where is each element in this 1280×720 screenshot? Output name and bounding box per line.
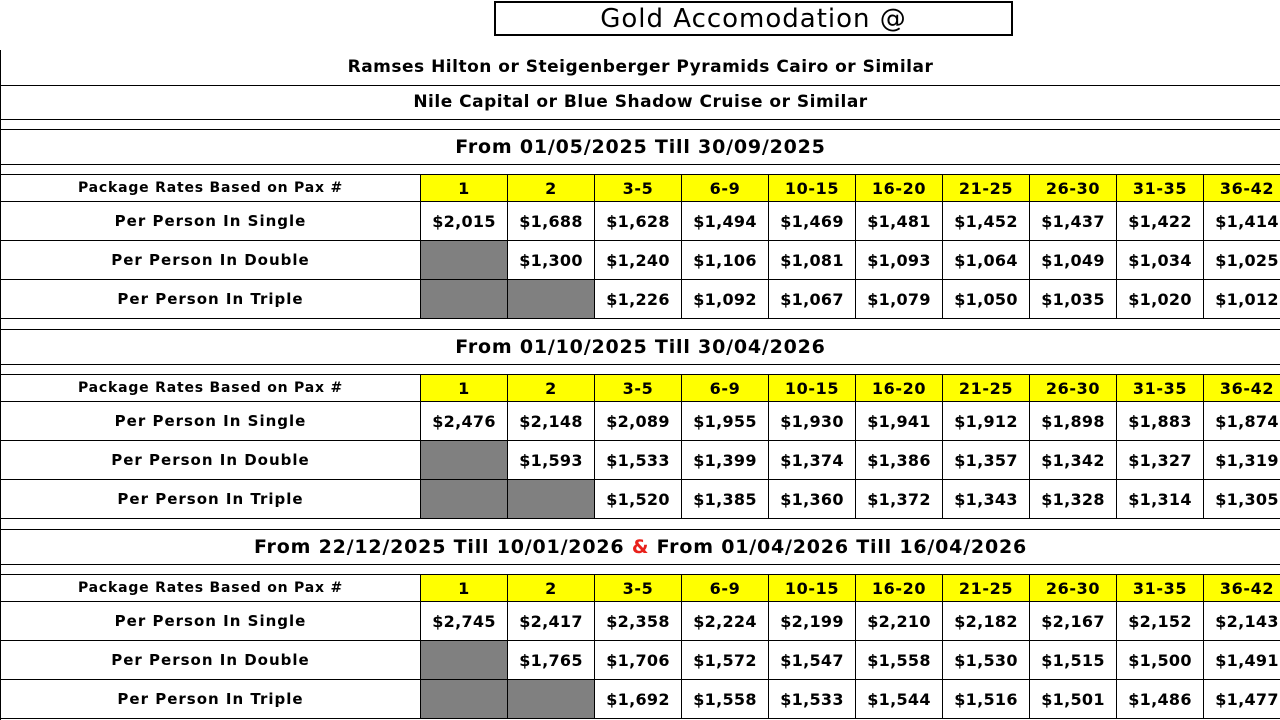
pax-column-header: 36-42 [1204,175,1280,202]
rate-cell: $1,452 [943,202,1030,241]
rate-cell: $1,530 [943,641,1030,680]
pax-header-label: Package Rates Based on Pax # [1,175,421,202]
rate-cell: $2,167 [1030,602,1117,641]
rate-cell: $1,692 [595,680,682,719]
rate-cell: $1,050 [943,280,1030,319]
rate-cell: $2,358 [595,602,682,641]
pax-column-header: 2 [508,175,595,202]
rate-cell: $1,342 [1030,441,1117,480]
rate-cell: $1,883 [1117,402,1204,441]
rates-table [0,174,1280,319]
rate-cell: $2,148 [508,402,595,441]
pax-column-header: 16-20 [856,575,943,602]
rate-row-label: Per Person In Double [1,441,421,480]
pax-header-label: Package Rates Based on Pax # [1,575,421,602]
rate-cell: $1,874 [1204,402,1280,441]
pax-column-header: 3-5 [595,375,682,402]
rate-cell: $2,199 [769,602,856,641]
rates-table [0,374,1280,519]
rate-cell: $1,558 [682,680,769,719]
period-title [0,129,1280,165]
rate-cell: $1,035 [1030,280,1117,319]
rate-cell: $1,765 [508,641,595,680]
pax-column-header: 21-25 [943,175,1030,202]
rate-cell: $1,012 [1204,280,1280,319]
rate-cell: $1,628 [595,202,682,241]
rate-cell: $1,106 [682,241,769,280]
pax-column-header: 6-9 [682,375,769,402]
period-range-second: From 01/04/2026 Till 16/04/2026 [649,536,1028,558]
pax-column-header: 16-20 [856,175,943,202]
not-available-cell [421,680,508,719]
hotel-cairo: Ramses Hilton or Steigenberger Pyramids Cairo or Similar [0,50,1280,86]
pax-column-header: 10-15 [769,175,856,202]
rate-cell: $2,745 [421,602,508,641]
not-available-cell [421,441,508,480]
rate-cell: $1,501 [1030,680,1117,719]
rate-cell: $1,327 [1117,441,1204,480]
rate-cell: $1,520 [595,480,682,519]
rate-cell: $1,469 [769,202,856,241]
rate-cell: $1,386 [856,441,943,480]
pax-column-header: 3-5 [595,575,682,602]
rate-cell: $1,500 [1117,641,1204,680]
period-range: From 22/12/2025 Till 10/01/2026 [253,536,632,558]
rate-row-triple [1,280,1280,319]
rate-cell: $1,360 [769,480,856,519]
pax-column-header: 6-9 [682,175,769,202]
rate-cell: $1,930 [769,402,856,441]
period-title [0,329,1280,365]
rate-row-label: Per Person In Single [1,402,421,441]
rate-row-label: Per Person In Triple [1,480,421,519]
rate-cell: $1,374 [769,441,856,480]
not-available-cell [421,241,508,280]
pax-header-label: Package Rates Based on Pax # [1,375,421,402]
rate-cell: $1,547 [769,641,856,680]
rate-row-single [1,602,1280,641]
not-available-cell [508,680,595,719]
pax-column-header: 16-20 [856,375,943,402]
rate-cell: $2,182 [943,602,1030,641]
pax-column-header: 26-30 [1030,375,1117,402]
pax-column-header: 36-42 [1204,375,1280,402]
rate-cell: $1,516 [943,680,1030,719]
rate-cell: $1,912 [943,402,1030,441]
rate-row-triple [1,480,1280,519]
rate-cell: $1,593 [508,441,595,480]
pax-column-header: 10-15 [769,375,856,402]
pax-column-header: 3-5 [595,175,682,202]
rate-cell: $1,305 [1204,480,1280,519]
rate-row-label: Per Person In Triple [1,680,421,719]
pax-header-row [1,175,1280,202]
rate-cell: $1,437 [1030,202,1117,241]
rate-cell: $1,422 [1117,202,1204,241]
rate-cell: $1,558 [856,641,943,680]
period-range: From 01/10/2025 Till 30/04/2026 [455,336,826,358]
rate-cell: $1,399 [682,441,769,480]
rate-cell: $1,067 [769,280,856,319]
rate-cell: $1,240 [595,241,682,280]
rates-table [0,574,1280,719]
hotel-cruise: Nile Capital or Blue Shadow Cruise or Similar [0,85,1280,120]
rate-cell: $1,385 [682,480,769,519]
rate-row-single [1,202,1280,241]
pax-header-row [1,375,1280,402]
rate-cell: $1,079 [856,280,943,319]
rate-row-double [1,441,1280,480]
rate-cell: $2,417 [508,602,595,641]
pax-column-header: 1 [421,575,508,602]
pax-column-header: 1 [421,175,508,202]
rate-cell: $1,357 [943,441,1030,480]
not-available-cell [508,480,595,519]
rate-row-double [1,641,1280,680]
rate-cell: $1,477 [1204,680,1280,719]
pax-column-header: 31-35 [1117,175,1204,202]
pax-column-header: 21-25 [943,375,1030,402]
not-available-cell [421,280,508,319]
pax-column-header: 10-15 [769,575,856,602]
rate-cell: $1,049 [1030,241,1117,280]
page-title: Gold Accomodation @ [494,1,1013,36]
pax-column-header: 31-35 [1117,575,1204,602]
pax-column-header: 26-30 [1030,575,1117,602]
rate-cell: $2,476 [421,402,508,441]
rate-cell: $1,092 [682,280,769,319]
rate-row-single [1,402,1280,441]
rate-cell: $1,481 [856,202,943,241]
pax-column-header: 2 [508,375,595,402]
not-available-cell [508,280,595,319]
pax-column-header: 1 [421,375,508,402]
rate-cell: $1,319 [1204,441,1280,480]
rate-cell: $1,494 [682,202,769,241]
rate-cell: $1,533 [769,680,856,719]
rate-cell: $1,941 [856,402,943,441]
rate-cell: $1,226 [595,280,682,319]
rate-cell: $1,486 [1117,680,1204,719]
not-available-cell [421,641,508,680]
rate-cell: $2,210 [856,602,943,641]
rate-cell: $1,706 [595,641,682,680]
rate-cell: $1,343 [943,480,1030,519]
rate-cell: $1,328 [1030,480,1117,519]
rate-cell: $1,025 [1204,241,1280,280]
rate-row-label: Per Person In Double [1,641,421,680]
pax-column-header: 6-9 [682,575,769,602]
rate-cell: $2,224 [682,602,769,641]
rate-cell: $1,688 [508,202,595,241]
pax-column-header: 21-25 [943,575,1030,602]
rate-cell: $1,064 [943,241,1030,280]
rate-cell: $1,372 [856,480,943,519]
period-ampersand: & [631,536,650,558]
rate-cell: $1,081 [769,241,856,280]
rate-cell: $1,898 [1030,402,1117,441]
pax-column-header: 2 [508,575,595,602]
pax-header-row [1,575,1280,602]
rate-cell: $2,015 [421,202,508,241]
rate-cell: $1,572 [682,641,769,680]
rate-cell: $1,414 [1204,202,1280,241]
rate-row-label: Per Person In Double [1,241,421,280]
rate-cell: $2,089 [595,402,682,441]
not-available-cell [421,480,508,519]
rate-cell: $1,491 [1204,641,1280,680]
rate-cell: $1,034 [1117,241,1204,280]
period-title [0,529,1280,565]
rate-cell: $1,544 [856,680,943,719]
rate-cell: $2,152 [1117,602,1204,641]
rate-cell: $1,314 [1117,480,1204,519]
pax-column-header: 31-35 [1117,375,1204,402]
rate-cell: $1,955 [682,402,769,441]
pax-column-header: 26-30 [1030,175,1117,202]
rate-row-triple [1,680,1280,719]
rate-row-label: Per Person In Triple [1,280,421,319]
rate-row-double [1,241,1280,280]
rate-cell: $1,020 [1117,280,1204,319]
pax-column-header: 36-42 [1204,575,1280,602]
rate-row-label: Per Person In Single [1,202,421,241]
period-range: From 01/05/2025 Till 30/09/2025 [455,136,826,158]
rate-cell: $1,515 [1030,641,1117,680]
rate-cell: $1,093 [856,241,943,280]
rate-cell: $1,533 [595,441,682,480]
rate-row-label: Per Person In Single [1,602,421,641]
rate-cell: $1,300 [508,241,595,280]
rate-cell: $2,143 [1204,602,1280,641]
